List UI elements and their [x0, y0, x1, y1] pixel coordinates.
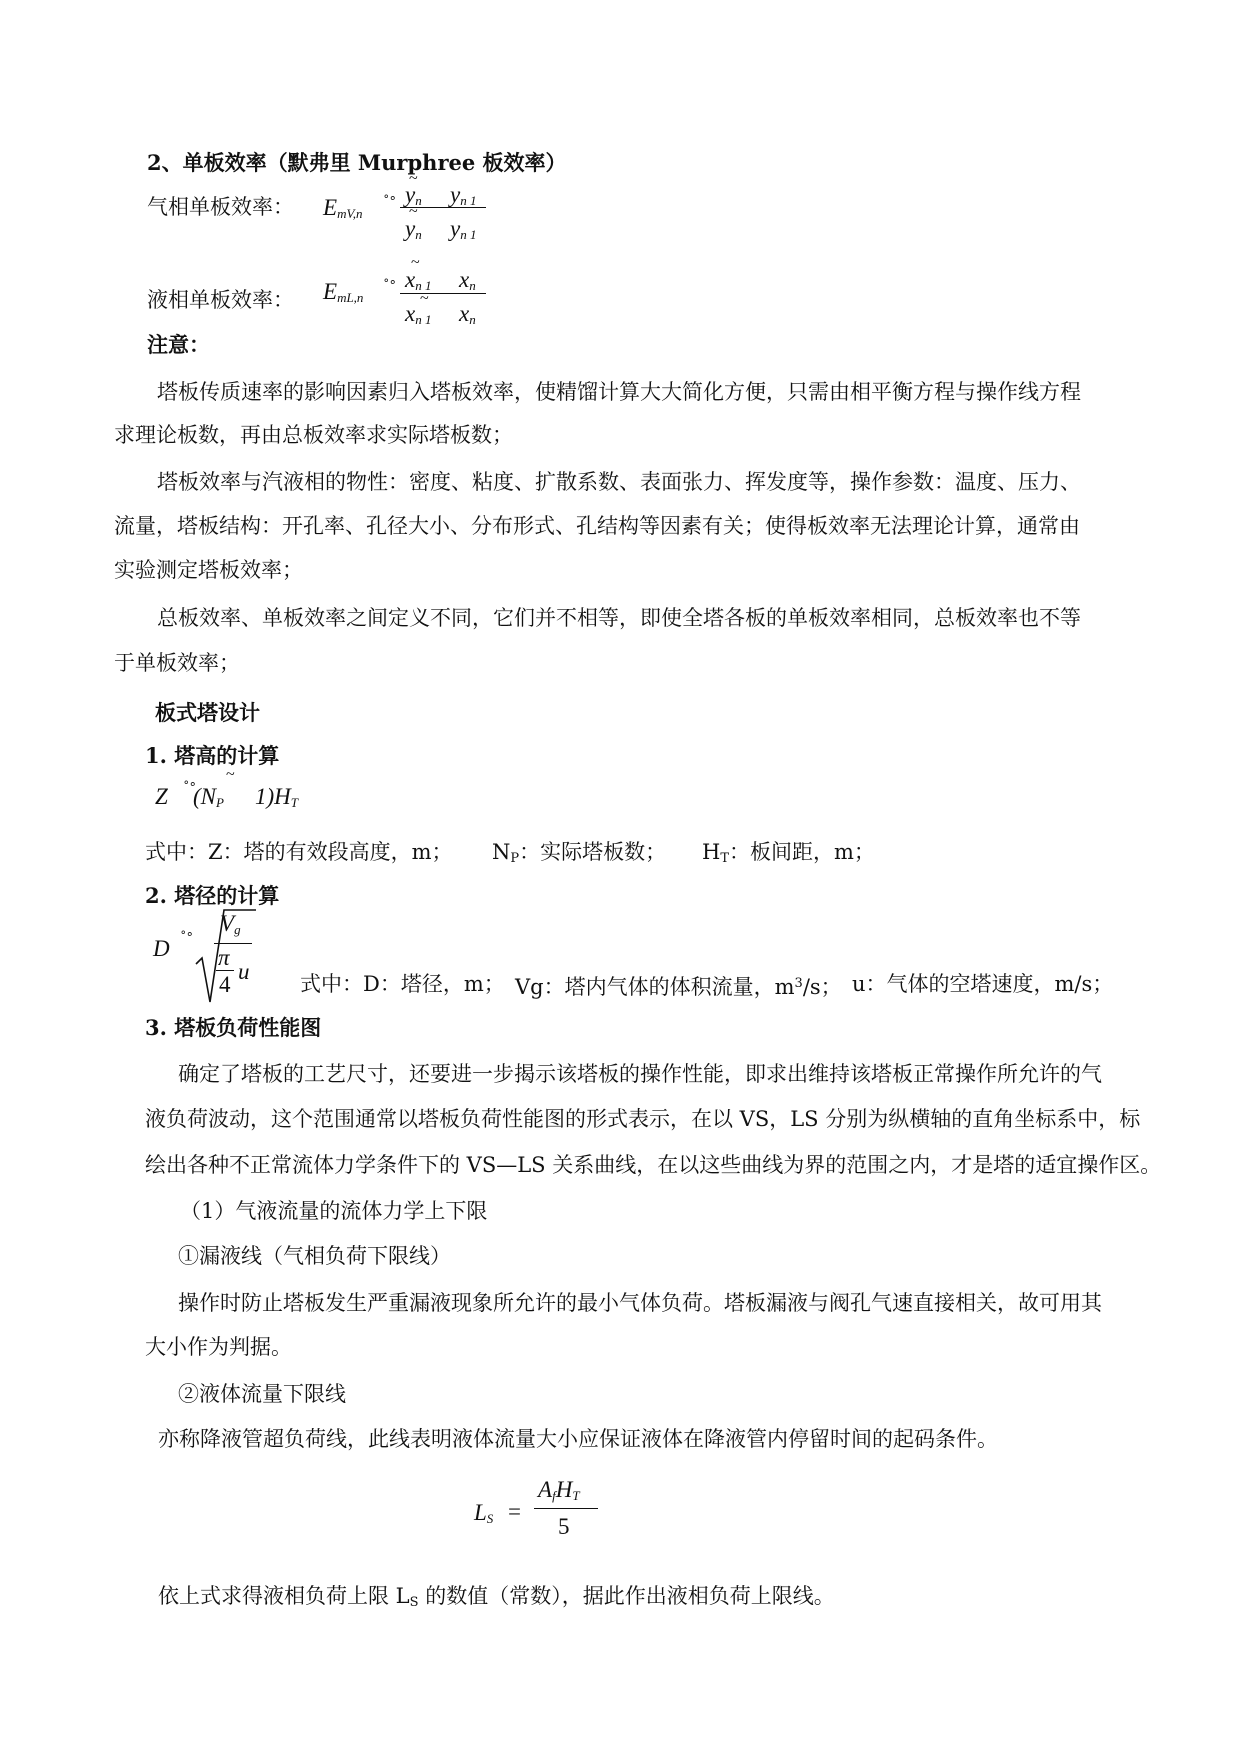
ev-tilde-bottom: ~ [409, 203, 418, 220]
el-den-b: x [459, 301, 470, 326]
load-diagram-heading: 3. 塔板负荷性能图 [145, 1015, 322, 1040]
ev-equals-glyph: ˚° [383, 195, 396, 210]
ls-num-a: A [538, 1477, 553, 1502]
notes-p1-line1: 塔板传质速率的影响因素归入塔板效率，使精馏计算大大简化方便，只需由相平衡方程与操作线方程 [157, 380, 1081, 404]
final-sub: S [409, 1595, 419, 1610]
el-den-a-sub: n 1 [415, 312, 432, 327]
item-liquid-lower-limit: ②液体流量下限线 [178, 1382, 346, 1406]
ls-num-a-sub: f [552, 1488, 556, 1503]
notes-p2-line2: 流量，塔板结构：开孔率、孔径大小、分布形式、孔结构等因素有关；使得板效率无法理论计算，通常由 [114, 514, 1080, 538]
ev-tilde-top: ~ [409, 170, 418, 187]
ev-den-b: y [450, 216, 461, 241]
design-heading: 板式塔设计 [155, 700, 260, 725]
ls-lhs: L [474, 1500, 487, 1525]
np-text: ：实际塔板数； [519, 840, 667, 864]
final-text-b: 的数值（常数），据此作出液相负荷上限线。 [418, 1584, 835, 1608]
ht-text: ：板间距，m； [729, 840, 875, 864]
subsection-flow-limits: （1）气液流量的流体力学上下限 [180, 1199, 488, 1223]
z-equals-glyph: ˚° [183, 781, 196, 796]
item-weep-line-desc2: 大小作为判据。 [145, 1335, 292, 1359]
ls-num-b: H [555, 1477, 573, 1502]
vg-sup: 3 [794, 976, 803, 991]
z-body-sub: P [216, 795, 224, 810]
ls-equals: = [508, 1499, 521, 1524]
notes-heading: 注意： [147, 332, 210, 357]
notes-p2-line3: 实验测定塔板效率； [114, 558, 303, 582]
d-num: V [220, 911, 235, 936]
d-den-pi: π [218, 945, 230, 970]
load-diagram-p-line3: 绘出各种不正常流体力学条件下的 VS—LS 关系曲线，在以这些曲线为界的范围之内，才是塔的适宜操作区。 [145, 1153, 1162, 1177]
tower-height-desc-ht [702, 839, 875, 872]
d-lhs: D [153, 936, 170, 961]
tower-diameter-desc-u: u：气体的空塔速度，m/s； [852, 972, 1114, 996]
ev-den-a-sub: n [415, 227, 422, 242]
d-inner-fraction-bar [216, 970, 234, 971]
tower-height-desc-np [492, 839, 666, 872]
el-num-a: x [405, 267, 416, 292]
tower-height-heading: 1. 塔高的计算 [145, 743, 280, 768]
d-equals-glyph: ˚° [180, 931, 193, 946]
d-num-sub: g [234, 922, 241, 937]
ht-sub: T [720, 851, 729, 866]
np-sub: P [510, 851, 520, 866]
ls-num-b-sub: T [572, 1488, 580, 1503]
el-den-b-sub: n [469, 312, 476, 327]
item-weep-line: ①漏液线（气相负荷下限线） [178, 1244, 451, 1268]
notes-p3-line2: 于单板效率； [114, 651, 240, 675]
ls-den: 5 [558, 1514, 570, 1539]
np-symbol: N [492, 840, 511, 864]
notes-p3-line1: 总板效率、单板效率之间定义不同，它们并不相等，即使全塔各板的单板效率相同，总板效率也不等 [157, 606, 1081, 630]
ev-lhs: E [323, 195, 338, 220]
item-liquid-lower-limit-desc: 亦称降液管超负荷线，此线表明液体流量大小应保证液体在降液管内停留时间的起码条件。 [158, 1427, 998, 1451]
d-den-four: 4 [219, 972, 231, 997]
ev-num-b-sub: n 1 [460, 193, 477, 208]
final-statement [158, 1583, 835, 1616]
ls-fraction-bar [534, 1508, 598, 1509]
z-tilde: ~ [226, 766, 235, 783]
tower-height-desc-z: 式中：Z：塔的有效段高度，m； [145, 840, 453, 864]
notes-p2-line1: 塔板效率与汽液相的物性：密度、粘度、扩散系数、表面张力、挥发度等，操作参数：温度、压力、 [157, 470, 1081, 494]
el-num-b-sub: n [469, 278, 476, 293]
el-den-a: x [405, 301, 416, 326]
el-fraction-bar [400, 293, 486, 294]
el-equals-glyph: ˚° [383, 279, 396, 294]
liquid-efficiency-label: 液相单板效率： [147, 288, 294, 312]
item-weep-line-desc1: 操作时防止塔板发生严重漏液现象所允许的最小气体负荷。塔板漏液与阀孔气速直接相关，故可用其 [178, 1291, 1102, 1315]
el-lhs: E [323, 279, 338, 304]
ev-den-b-sub: n 1 [460, 227, 477, 242]
tower-diameter-desc-vg [515, 971, 842, 1000]
final-text-a: 依上式求得液相负荷上限 L [158, 1584, 410, 1608]
vg-text: Vg：塔内气体的体积流量，m [515, 975, 795, 999]
el-lhs-sub: mL,n [337, 290, 364, 305]
el-tilde-bottom: ~ [420, 290, 429, 307]
ev-den-a: y [405, 216, 416, 241]
section-heading-murphree: 2、单板效率（默弗里 Murphree 板效率） [147, 150, 567, 175]
z-body-a: (N [193, 784, 216, 809]
ev-num-a-sub: n [415, 193, 422, 208]
ev-lhs-sub: mV,n [337, 206, 363, 221]
z-body-sub2: T [290, 795, 299, 810]
ht-symbol: H [702, 840, 721, 864]
el-num-b: x [459, 267, 470, 292]
vg-end: /s； [802, 975, 842, 999]
ev-num-a: y [405, 182, 416, 207]
d-outer-fraction-bar [214, 943, 252, 944]
tower-diameter-heading: 2. 塔径的计算 [145, 883, 280, 908]
ev-num-b: y [450, 182, 461, 207]
gas-efficiency-label: 气相单板效率： [147, 195, 294, 219]
tower-diameter-desc-d: 式中：D：塔径，m； [300, 972, 505, 996]
el-num-a-sub: n 1 [415, 278, 432, 293]
load-diagram-p-line1: 确定了塔板的工艺尺寸，还要进一步揭示该塔板的操作性能，即求出维持该塔板正常操作所允许的气 [178, 1062, 1102, 1086]
notes-p1-line2: 求理论板数，再由总板效率求实际塔板数； [114, 423, 513, 447]
el-tilde-top: ~ [411, 254, 420, 271]
load-diagram-p-line2: 液负荷波动，这个范围通常以塔板负荷性能图的形式表示，在以 VS，LS 分别为纵横轴的直角坐标系中，标 [145, 1107, 1141, 1131]
ls-lhs-sub: S [486, 1511, 494, 1526]
z-body-b: 1)H [255, 784, 291, 809]
d-den-u: u [238, 959, 250, 984]
z-lhs: Z [155, 784, 168, 809]
